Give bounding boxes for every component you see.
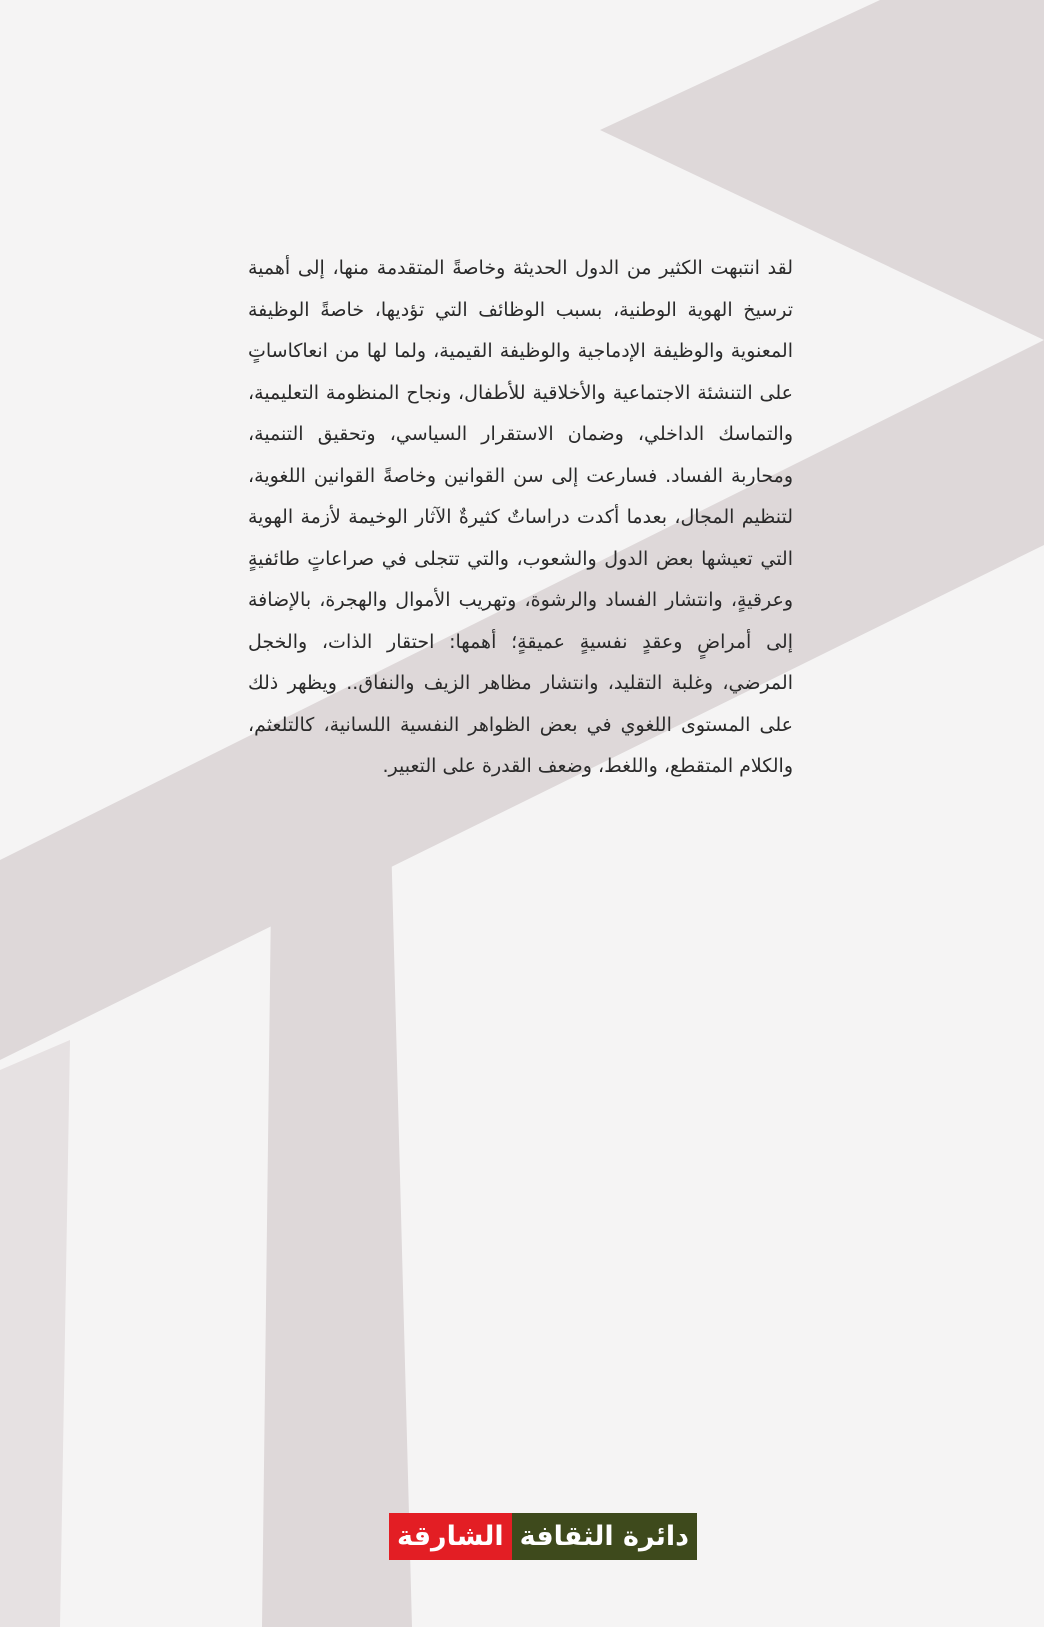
logo-department-text: دائرة الثقافة — [512, 1513, 697, 1560]
vertical-stripe — [262, 800, 412, 1627]
left-edge-stripe — [0, 1040, 70, 1627]
back-cover-blurb: لقد انتبهت الكثير من الدول الحديثة وخاصةً المتقدمة منها، إلى أهمية ترسيخ الهوية الوطنية، بسبب الوظائف التي تؤديها، خاصةً الوظيفة المعنوية والوظيفة الإدماجية والوظيفة القيمية، ولما لها من انعاكاساتٍ على التنشئة الاجتماعية والأخلاقية للأطفال، ونجاح المنظومة التعليمية، والتماسك الداخلي، وضمان الاستقرار السياسي، وتحقيق التنمية، ومحاربة الفساد. فسارعت إلى سن القوانين وخاصةً القوانين اللغوية، لتنظيم المجال، بعدما أكدت دراساتٌ كثيرةٌ الآثار الوخيمة لأزمة الهوية التي تعيشها بعض الدول والشعوب، والتي تتجلى في صراعاتٍ طائفيةٍ وعرقيةٍ، وانتشار الفساد والرشوة، وتهريب الأموال والهجرة، بالإضافة إلى أمراضٍ وعقدٍ نفسيةٍ عميقةٍ؛ أهمها: احتقار الذات، والخجل المرضي، وغلبة التقليد، وانتشار مظاهر الزيف والنفاق.. ويظهر ذلك على المستوى اللغوي في بعض الظواهر النفسية اللسانية، كالتلعثم، والكلام المتقطع، واللغط، وضعف القدرة على التعبير. — [248, 257, 793, 777]
publisher-logo — [389, 1513, 697, 1560]
logo-city-text: الشارقة — [389, 1513, 512, 1560]
